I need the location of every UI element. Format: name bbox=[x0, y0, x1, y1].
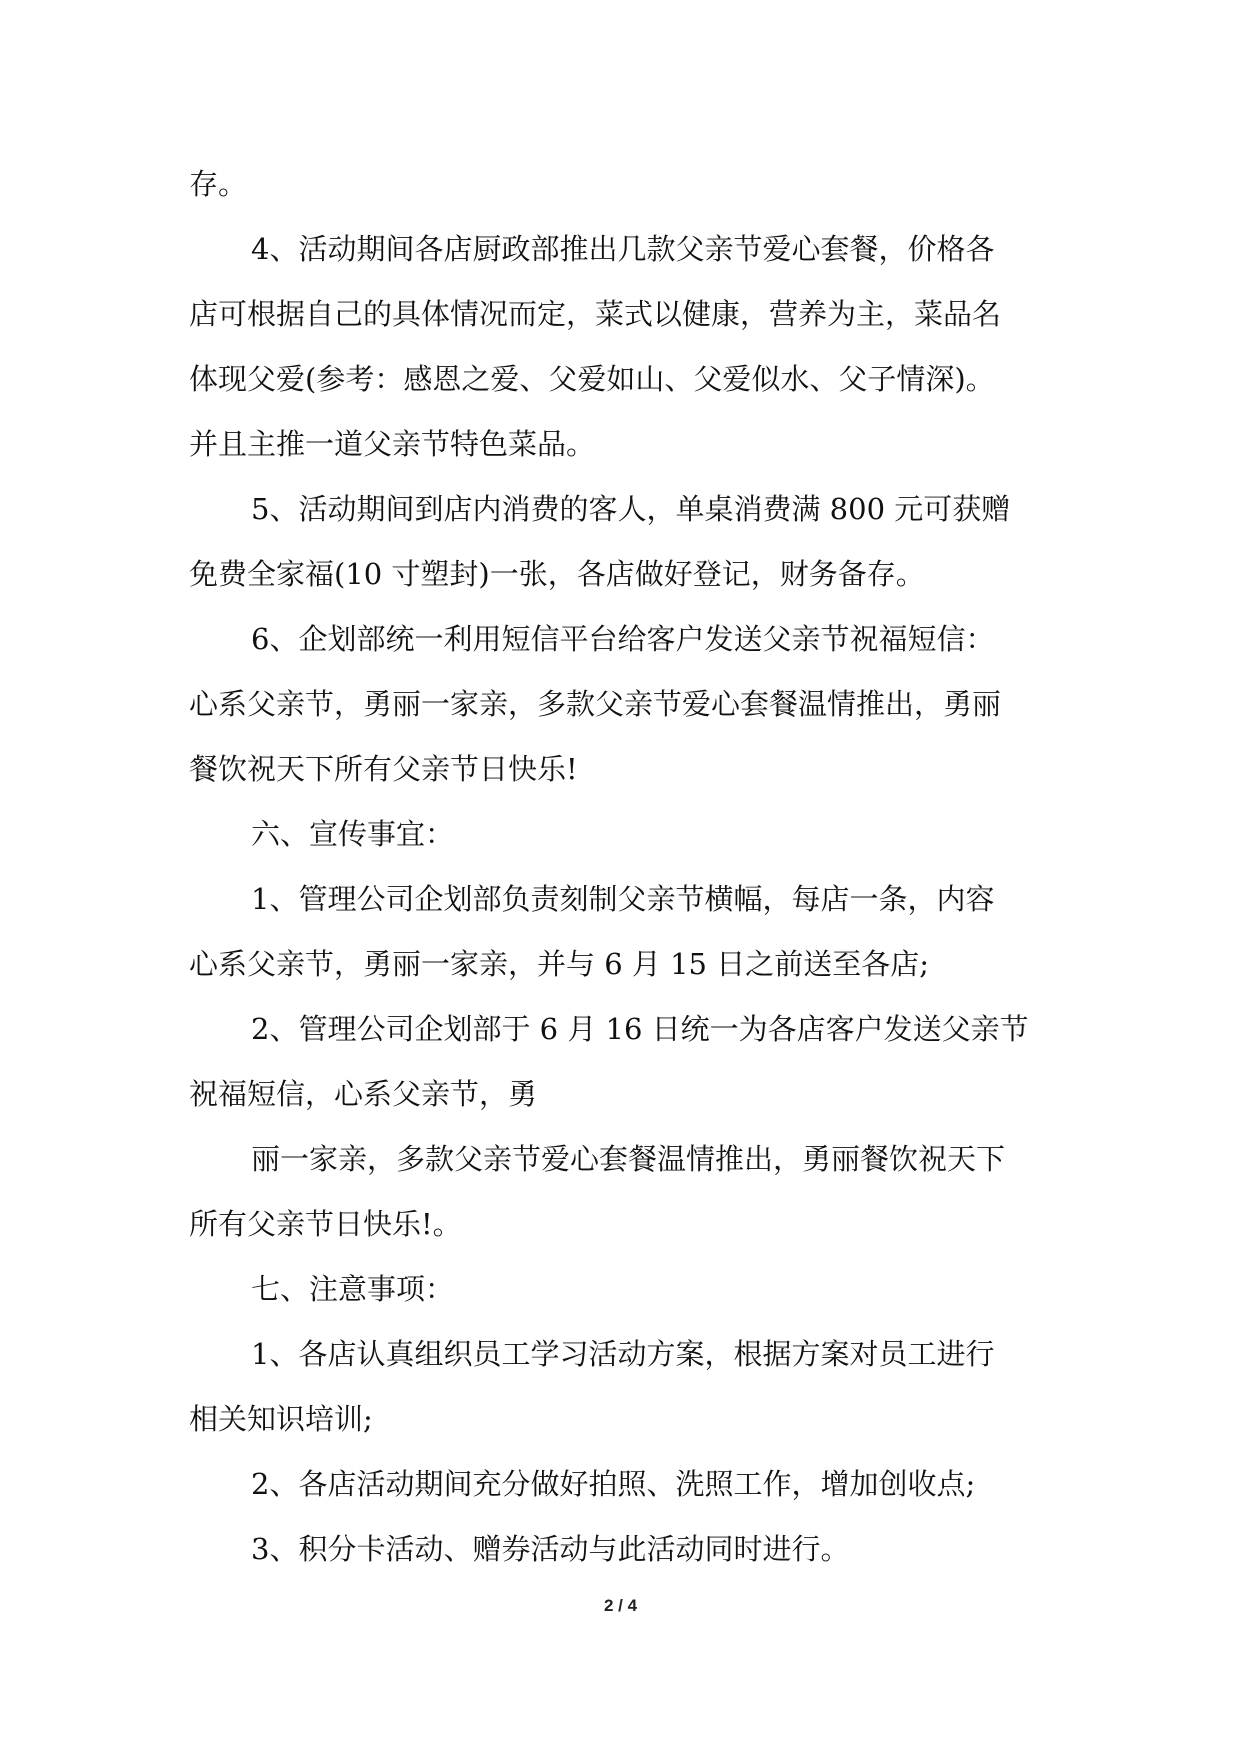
text-line: 6、企划部统一利用短信平台给客户发送父亲节祝福短信： bbox=[251, 622, 995, 656]
text-line: 祝福短信，心系父亲节，勇 bbox=[189, 1077, 538, 1111]
document-body bbox=[189, 152, 1063, 1582]
text-line: 5、活动期间到店内消费的客人，单桌消费满 800 元可获赠 bbox=[251, 492, 1011, 526]
text-line: 相关知识培训; bbox=[189, 1402, 373, 1436]
text-line: 1、管理公司企划部负责刻制父亲节横幅，每店一条，内容 bbox=[251, 882, 995, 916]
text-line: 1、各店认真组织员工学习活动方案，根据方案对员工进行 bbox=[251, 1337, 995, 1371]
text-line: 2、各店活动期间充分做好拍照、洗照工作，增加创收点; bbox=[251, 1467, 976, 1501]
text-line: 所有父亲节日快乐!。 bbox=[189, 1207, 462, 1241]
text-line: 心系父亲节，勇丽一家亲，多款父亲节爱心套餐温情推出，勇丽 bbox=[189, 687, 1002, 721]
text-line: 餐饮祝天下所有父亲节日快乐! bbox=[189, 752, 578, 786]
page-number: 2 / 4 bbox=[603, 1596, 638, 1615]
text-line: 七、注意事项： bbox=[251, 1272, 455, 1306]
text-line: 免费全家福(10 寸塑封)一张，各店做好登记，财务备存。 bbox=[189, 557, 925, 591]
text-line: 店可根据自己的具体情况而定，菜式以健康，营养为主，菜品名 bbox=[189, 297, 1002, 331]
text-line: 存。 bbox=[189, 167, 248, 201]
text-line: 4、活动期间各店厨政部推出几款父亲节爱心套餐，价格各 bbox=[251, 232, 995, 266]
text-line: 并且主推一道父亲节特色菜品。 bbox=[189, 427, 596, 461]
text-line: 2、管理公司企划部于 6 月 16 日统一为各店客户发送父亲节 bbox=[251, 1012, 1029, 1046]
text-line: 丽一家亲，多款父亲节爱心套餐温情推出，勇丽餐饮祝天下 bbox=[251, 1142, 1006, 1176]
text-line: 心系父亲节，勇丽一家亲，并与 6 月 15 日之前送至各店; bbox=[189, 947, 929, 981]
text-line: 体现父爱(参考：感恩之爱、父爱如山、父爱似水、父子情深)。 bbox=[189, 362, 995, 396]
text-line: 六、宣传事宜： bbox=[251, 817, 455, 851]
text-line: 3、积分卡活动、赠券活动与此活动同时进行。 bbox=[251, 1532, 850, 1566]
